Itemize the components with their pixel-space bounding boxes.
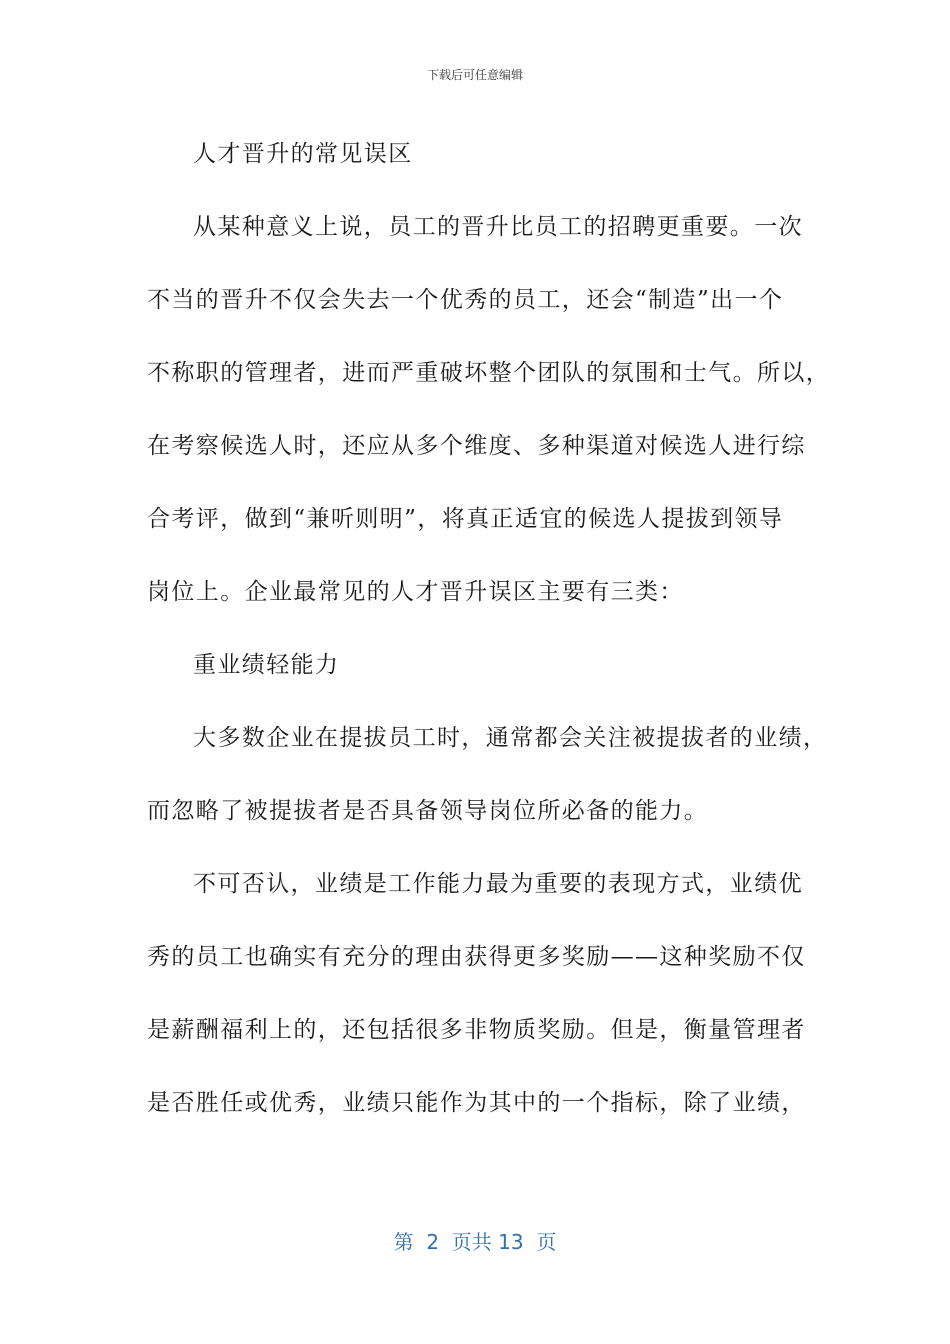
paragraph-line: 是薪酬福利上的，还包括很多非物质奖励。但是，衡量管理者	[147, 1017, 806, 1043]
paragraph-line: 是否胜任或优秀，业绩只能作为其中的一个指标，除了业绩，	[147, 1090, 806, 1116]
paragraph-line: 不当的晋升不仅会失去一个优秀的员工，还会“制造”出一个	[147, 287, 784, 313]
paragraph-line: 合考评，做到“兼听则明”，将真正适宜的候选人提拔到领导	[147, 506, 784, 532]
page-number-footer: 第 2 页共 13 页	[393, 1230, 557, 1254]
section-title-line: 人才晋升的常见误区	[193, 141, 413, 167]
subheading-line: 重业绩轻能力	[193, 652, 340, 678]
text-lines	[147, 118, 831, 1140]
paragraph-line: 不称职的管理者，进而严重破坏整个团队的氛围和士气。所以，	[147, 360, 831, 386]
paragraph-line: 从某种意义上说，员工的晋升比员工的招聘更重要。一次	[193, 214, 803, 240]
page-header-note: 下载后可任意编辑	[426, 68, 523, 82]
paragraph-line: 岗位上。企业最常见的人才晋升误区主要有三类：	[147, 579, 684, 605]
paragraph-line: 秀的员工也确实有充分的理由获得更多奖励——这种奖励不仅	[147, 944, 806, 970]
paragraph-line: 在考察候选人时，还应从多个维度、多种渠道对候选人进行综	[147, 433, 806, 459]
paragraph-line: 大多数企业在提拔员工时，通常都会关注被提拔者的业绩，	[193, 725, 828, 751]
document-body	[147, 118, 831, 1140]
paragraph-line: 而忽略了被提拔者是否具备领导岗位所必备的能力。	[147, 798, 709, 824]
paragraph-line: 不可否认，业绩是工作能力最为重要的表现方式，业绩优	[193, 871, 803, 897]
